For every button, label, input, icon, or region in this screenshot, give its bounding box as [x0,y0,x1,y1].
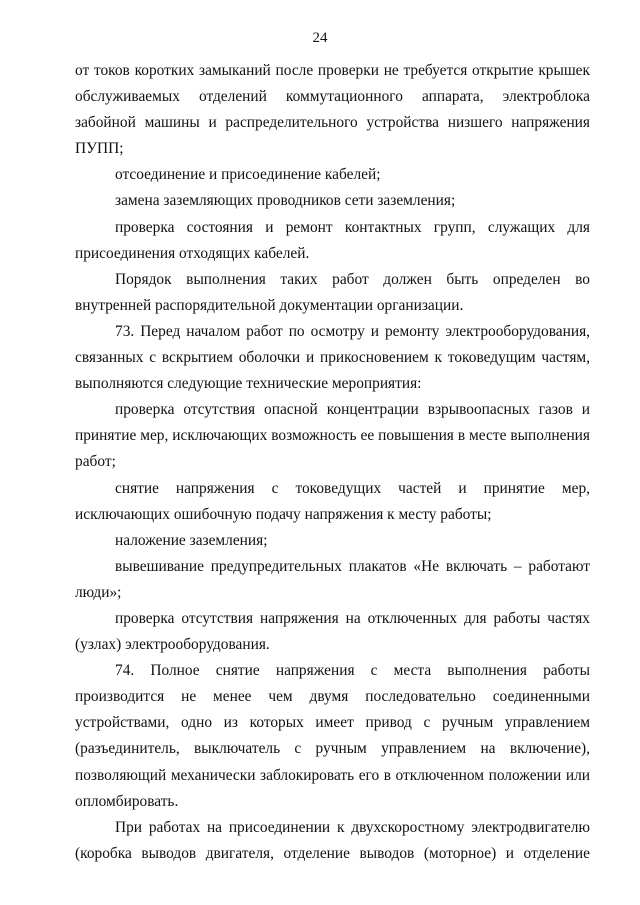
list-item-cable-connection: отсоединение и присоединение кабелей; [115,166,381,184]
list-item-grounding-replacement: замена заземляющих проводников сети заземления; [115,192,456,210]
list-item-warning-posters: вывешивание предупредительных плакатов «Не включать – работают люди»; [75,557,590,601]
list-item-voltage-removal: снятие напряжения с токоведущих частей и принятие мер, исключающих ошибочную подачу напряжения к месту работы; [75,479,590,523]
paragraph-continuation: от токов коротких замыканий после проверки не требуется открытие крышек обслуживаемых отделений коммутационного аппарата, электроблока забойной машины и распределительного устройства низшего напряжения ПУПП; [75,62,590,158]
list-item-voltage-check: проверка отсутствия напряжения на отключенных для работы частях (узлах) электрооборудования. [75,609,590,654]
page-number: 24 [312,30,328,46]
list-item-grounding: наложение заземления; [115,531,268,549]
paragraph-item-73: 73. Перед началом работ по осмотру и ремонту электрооборудования, связанных с вскрытием оболочки и прикосновением к токоведущим частям, выполняются следующие технические мероприятия: [75,322,590,393]
paragraph-work-procedure: Порядок выполнения таких работ должен быть определен во внутренней распорядительной документации организации. [75,270,590,314]
paragraph-item-74: 74. Полное снятие напряжения с места выполнения работы производится не менее чем двумя последовательно соединенными устройствами, одно из которых имеет привод с ручным управлением (разъединитель, выключатель с ручным управлением на включение), позволяющий механически заблокировать его в отключенном положении или опломбировать. [75,662,590,810]
list-item-contact-groups: проверка состояния и ремонт контактных групп, служащих для присоединения отходящих кабелей. [75,218,590,262]
paragraph-two-speed-motor: При работах на присоединении к двухскоростному электродвигателю (коробка выводов двигателя, отделение выводов (моторное) и отделение [75,818,590,862]
list-item-gas-check: проверка отсутствия опасной концентрации взрывоопасных газов и принятие мер, исключающих возможность ее повышения в месте выполнения работ; [75,401,590,471]
document-body [75,58,590,867]
